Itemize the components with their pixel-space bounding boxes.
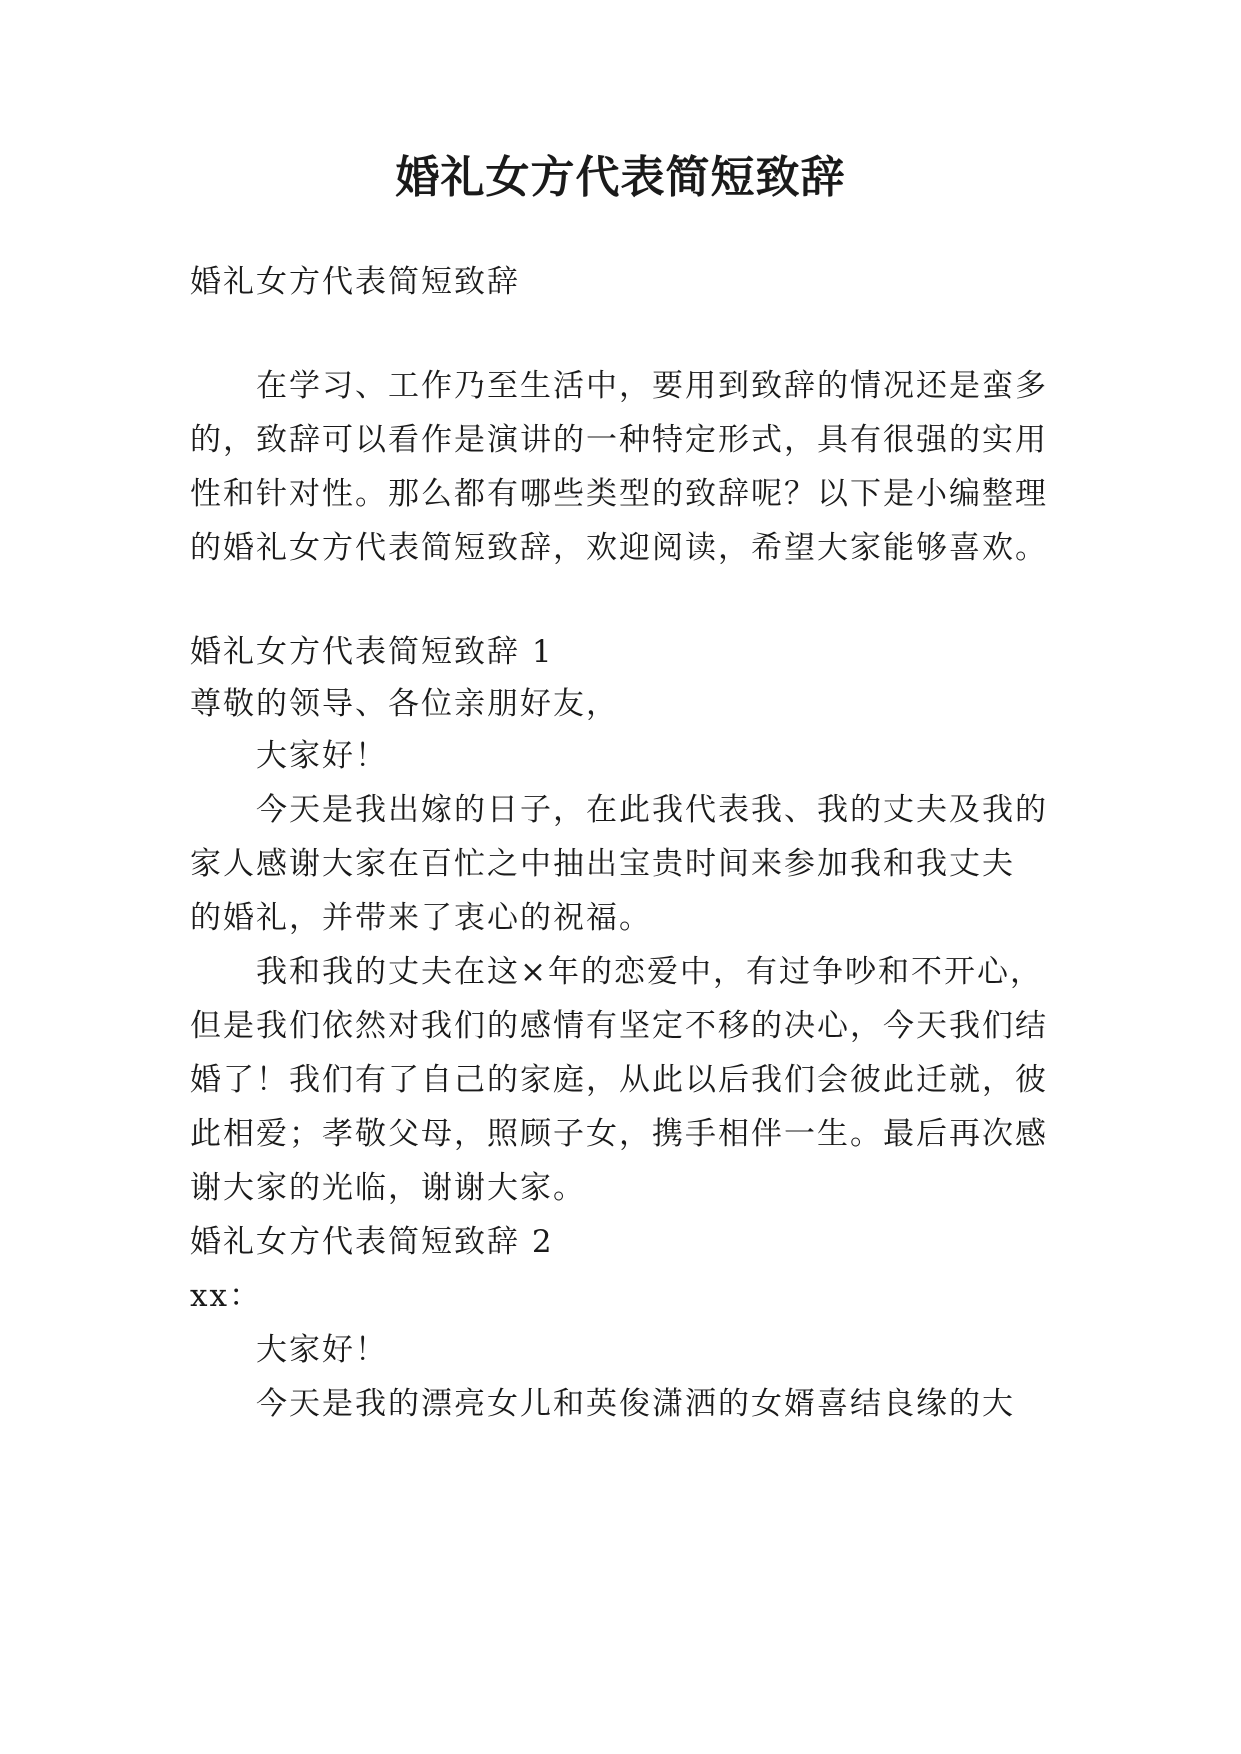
- speech2-salutation: xx：: [190, 1278, 262, 1314]
- speech1-salutation: 尊敬的领导、各位亲朋好友，: [190, 686, 619, 722]
- speech2-line: 今天是我的漂亮女儿和英俊潇洒的女婿喜结良缘的大: [256, 1386, 1015, 1422]
- speech1-line: 家人感谢大家在百忙之中抽出宝贵时间来参加我和我丈夫: [190, 846, 1015, 882]
- speech1-heading: 婚礼女方代表简短致辞 1: [190, 634, 554, 670]
- speech1-line: 但是我们依然对我们的感情有坚定不移的决心，今天我们结: [190, 1008, 1048, 1044]
- document-subtitle: 婚礼女方代表简短致辞: [190, 264, 520, 300]
- speech1-line: 此相爱；孝敬父母，照顾子女，携手相伴一生。最后再次感: [190, 1116, 1048, 1152]
- speech1-line: 我和我的丈夫在这×年的恋爱中，有过争吵和不开心，: [256, 954, 1043, 990]
- intro-line: 的婚礼女方代表简短致辞，欢迎阅读，希望大家能够喜欢。: [190, 530, 1048, 566]
- speech2-greeting: 大家好！: [256, 1332, 388, 1368]
- speech2-heading: 婚礼女方代表简短致辞 2: [190, 1224, 554, 1260]
- intro-line: 性和针对性。那么都有哪些类型的致辞呢？以下是小编整理: [190, 476, 1048, 512]
- document-title: 婚礼女方代表简短致辞: [395, 152, 846, 203]
- speech1-line: 婚了！我们有了自己的家庭，从此以后我们会彼此迁就，彼: [190, 1062, 1048, 1098]
- intro-line: 的，致辞可以看作是演讲的一种特定形式，具有很强的实用: [190, 422, 1048, 458]
- speech1-line: 今天是我出嫁的日子，在此我代表我、我的丈夫及我的: [256, 792, 1048, 828]
- intro-line: 在学习、工作乃至生活中，要用到致辞的情况还是蛮多: [256, 368, 1048, 404]
- speech1-line: 谢大家的光临，谢谢大家。: [190, 1170, 586, 1206]
- speech1-line: 的婚礼，并带来了衷心的祝福。: [190, 900, 652, 936]
- speech1-greeting: 大家好！: [256, 738, 388, 774]
